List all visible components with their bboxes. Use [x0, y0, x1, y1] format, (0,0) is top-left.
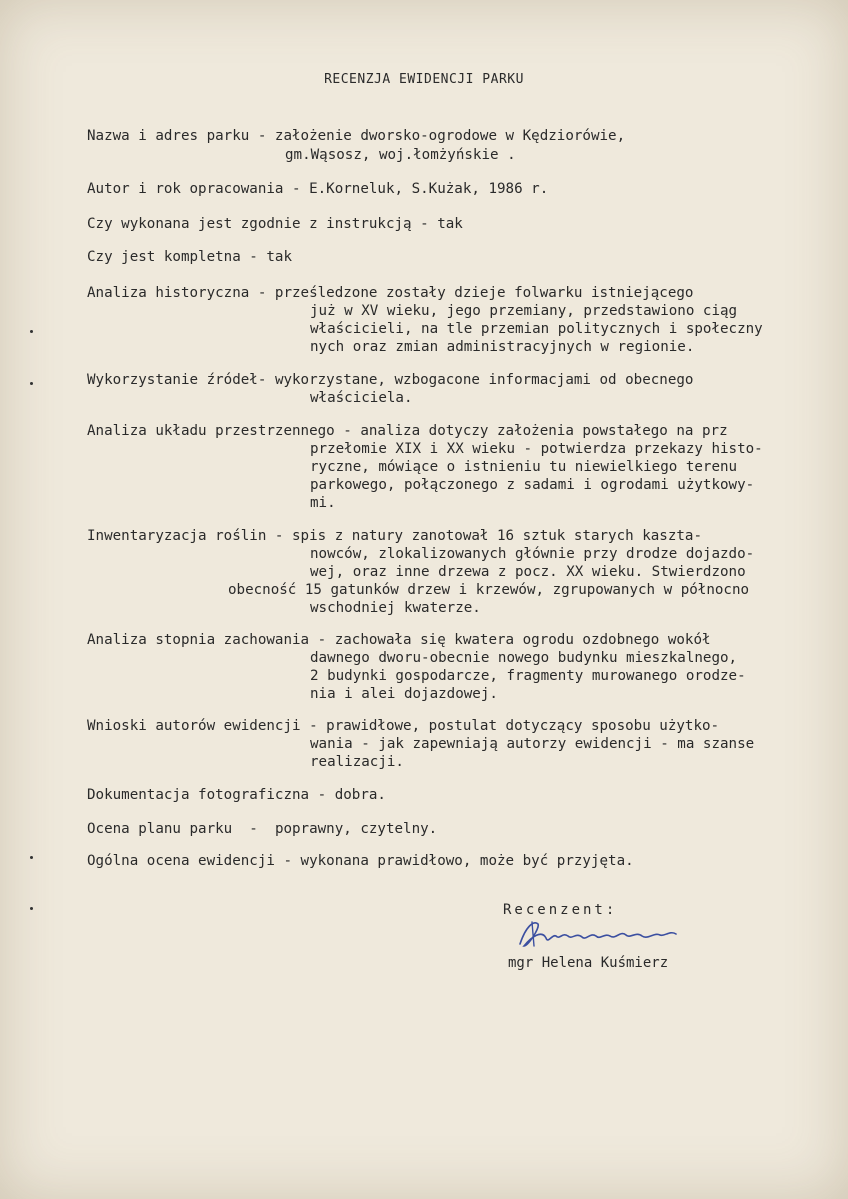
field-value-line: przełomie XIX i XX wieku - potwierdza przekazy histo-: [310, 441, 763, 457]
field-value-line: wania - jak zapewniają autorzy ewidencji - ma szanse: [310, 736, 755, 752]
field-value-line: mi.: [310, 495, 336, 511]
field-plant-inventory: [87, 527, 845, 545]
field-value-line: analiza dotyczy założenia powstałego na prz: [360, 423, 728, 439]
field-label: Wykorzystanie źródeł: [87, 372, 258, 388]
field-value-line: ryczne, mówiące o istnieniu tu niewielkiego terenu: [310, 459, 738, 475]
field-separator: -: [283, 181, 310, 197]
field-value-line: prawidłowe, postulat dotyczący sposobu użytko-: [326, 718, 720, 734]
field-label: Wnioski autorów ewidencji: [87, 718, 301, 734]
field-label: Dokumentacja fotograficzna: [87, 787, 310, 803]
field-park-plan-rating: [87, 820, 845, 838]
document-title: RECENZJA EWIDENCJI PARKU: [324, 72, 524, 87]
punch-mark: [30, 856, 33, 859]
field-spatial-analysis: [87, 422, 845, 440]
field-value-line: założenie dworsko-ogrodowe w Kędziorówie,: [274, 128, 626, 144]
field-historical-analysis: [87, 284, 845, 302]
field-separator: -: [334, 423, 361, 439]
field-value-line: właścicieli, na tle przemian politycznych i społeczny: [310, 321, 763, 337]
field-value-line: właściciela.: [310, 390, 413, 406]
field-value-line: 2 budynki gospodarcze, fragmenty murowanego orodze-: [310, 668, 746, 684]
field-instruction-compliance: [87, 215, 845, 233]
field-separator: -: [232, 821, 275, 837]
field-value-line: spis z natury zanotował 16 sztuk starych kaszta-: [292, 528, 702, 544]
field-separator: -: [257, 372, 275, 388]
field-value-line: 15 gatunków drzew i krzewów, zgrupowanych w północno: [304, 582, 750, 598]
field-label: Analiza układu przestrzennego: [87, 423, 335, 439]
field-author-year: [87, 180, 845, 198]
field-value-line: wykorzystane, wzbogacone informacjami od obecnego: [274, 372, 694, 388]
field-value-line: nowców, zlokalizowanych głównie przy drodze dojazdo-: [310, 546, 755, 562]
field-label: Czy jest kompletna: [87, 249, 241, 265]
field-label: Inwentaryzacja roślin: [87, 528, 267, 544]
field-value-line: poprawny, czytelny.: [274, 821, 438, 837]
field-preservation-analysis: [87, 631, 845, 649]
field-separator: -: [309, 632, 335, 648]
field-separator: -: [240, 249, 267, 265]
field-separator: -: [249, 128, 275, 144]
field-value-line: gm.Wąsosz, woj.łomżyńskie .: [285, 147, 516, 163]
field-value-line: nych oraz zmian administracyjnych w regionie.: [310, 339, 695, 355]
field-label: Analiza stopnia zachowania: [87, 632, 310, 648]
field-value-line: wej, oraz inne drzewa z pocz. XX wieku. Stwierdzono: [310, 564, 746, 580]
field-value-line: nia i alei dojazdowej.: [310, 686, 498, 702]
side-label: obecność: [228, 582, 297, 598]
field-separator: -: [309, 787, 335, 803]
field-value-line: tak: [266, 249, 292, 265]
field-overall-rating: [87, 852, 845, 870]
field-value-line: wschodniej kwaterze.: [310, 600, 481, 616]
field-separator: -: [411, 216, 438, 232]
reviewer-name: mgr Helena Kuśmierz: [508, 955, 669, 971]
field-value-line: E.Korneluk, S.Kużak, 1986 r.: [309, 181, 549, 197]
field-value-line: realizacji.: [310, 754, 404, 770]
punch-mark: [30, 330, 33, 333]
field-authors-conclusions: [87, 717, 845, 735]
field-value-line: tak: [437, 216, 463, 232]
field-sources-usage: [87, 371, 845, 389]
reviewer-heading: Recenzent:: [503, 902, 618, 918]
field-separator: -: [266, 528, 292, 544]
punch-mark: [30, 382, 33, 385]
field-label: Ocena planu parku: [87, 821, 233, 837]
field-label: Ogólna ocena ewidencji: [87, 853, 275, 869]
field-separator: -: [300, 718, 327, 734]
field-label: Nazwa i adres parku: [87, 128, 250, 144]
punch-mark: [30, 907, 33, 910]
field-value-line: wykonana prawidłowo, może być przyjęta.: [300, 853, 634, 869]
field-value-line: prześledzone zostały dzieje folwarku istniejącego: [274, 285, 694, 301]
field-value-line: dawnego dworu-obecnie nowego budynku mieszkalnego,: [310, 650, 738, 666]
field-separator: -: [249, 285, 275, 301]
field-photo-documentation: [87, 786, 845, 804]
field-separator: -: [274, 853, 301, 869]
field-value-line: już w XV wieku, jego przemiany, przedstawiono ciąg: [310, 303, 738, 319]
field-label: Autor i rok opracowania: [87, 181, 284, 197]
field-value-line: zachowała się kwatera ogrodu ozdobnego wokół: [334, 632, 711, 648]
field-label: Czy wykonana jest zgodnie z instrukcją: [87, 216, 412, 232]
field-value-line: dobra.: [334, 787, 386, 803]
signature-image: [512, 916, 692, 952]
field-park-name-address: [87, 127, 845, 145]
field-completeness: [87, 248, 845, 266]
field-label: Analiza historyczna: [87, 285, 250, 301]
field-value-line: parkowego, połączonego z sadami i ogrodami użytkowy-: [310, 477, 755, 493]
